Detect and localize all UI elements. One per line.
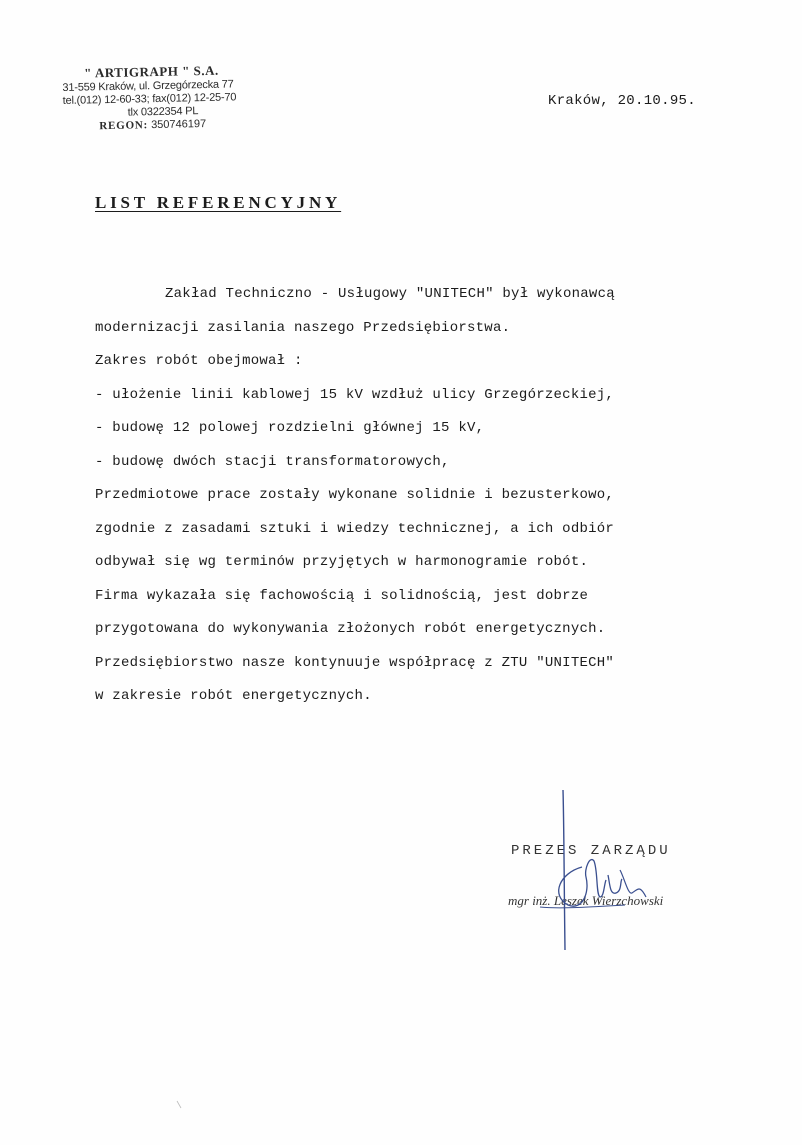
signatory-title: PREZES ZARZĄDU — [511, 843, 671, 859]
body-line: modernizacji zasilania naszego Przedsiębiorstwa. — [95, 319, 511, 336]
body-line: odbywał się wg terminów przyjętych w harmonogramie robót. — [95, 554, 589, 570]
body-line: Przedmiotowe prace zostały wykonane solidnie i bezusterkowo, — [95, 487, 615, 503]
letter-date: Kraków, 20.10.95. — [548, 93, 696, 109]
company-name: " ARTIGRAPH " S.A. — [83, 62, 219, 81]
body-line: Zakres robót obejmował : — [95, 353, 303, 369]
body-line: - ułożenie linii kablowej 15 kV wzdłuż ulicy Grzegórzeckiej, — [95, 386, 615, 403]
regon-value: 350746197 — [151, 117, 207, 132]
body-line: w zakresie robót energetycznych. — [95, 688, 372, 704]
signatory-name: mgr inż. Leszek Wierzchowski — [508, 893, 664, 908]
regon-label: REGON: — [99, 119, 149, 133]
body-line: - budowę dwóch stacji transformatorowych, — [95, 453, 450, 470]
body-line: Zakład Techniczno - Usługowy "UNITECH" był wykonawcą — [165, 286, 615, 302]
document-title: LIST REFERENCYJNY — [95, 193, 342, 212]
handwritten-signature — [520, 785, 670, 955]
company-stamp — [62, 62, 263, 133]
letter-body — [95, 278, 735, 714]
body-line: Przedsiębiorstwo nasze kontynuuje współpracę z ZTU "UNITECH" — [95, 654, 615, 671]
body-line: zgodnie z zasadami sztuki i wiedzy technicznej, a ich odbiór — [95, 520, 615, 537]
body-line: przygotowana do wykonywania złożonych robót energetycznych. — [95, 621, 606, 637]
body-line: Firma wykazała się fachowością i solidnością, jest dobrze — [95, 587, 589, 604]
body-line: - budowę 12 polowej rozdzielni głównej 15 kV, — [95, 420, 485, 436]
company-telex: tlx 0322354 PL — [127, 105, 199, 119]
paper-speck — [175, 1100, 185, 1110]
company-phone-fax: tel.(012) 12-60-33; fax(012) 12-25-70 — [62, 91, 237, 107]
company-address: 31-559 Kraków, ul. Grzegórzecka 77 — [62, 78, 234, 94]
